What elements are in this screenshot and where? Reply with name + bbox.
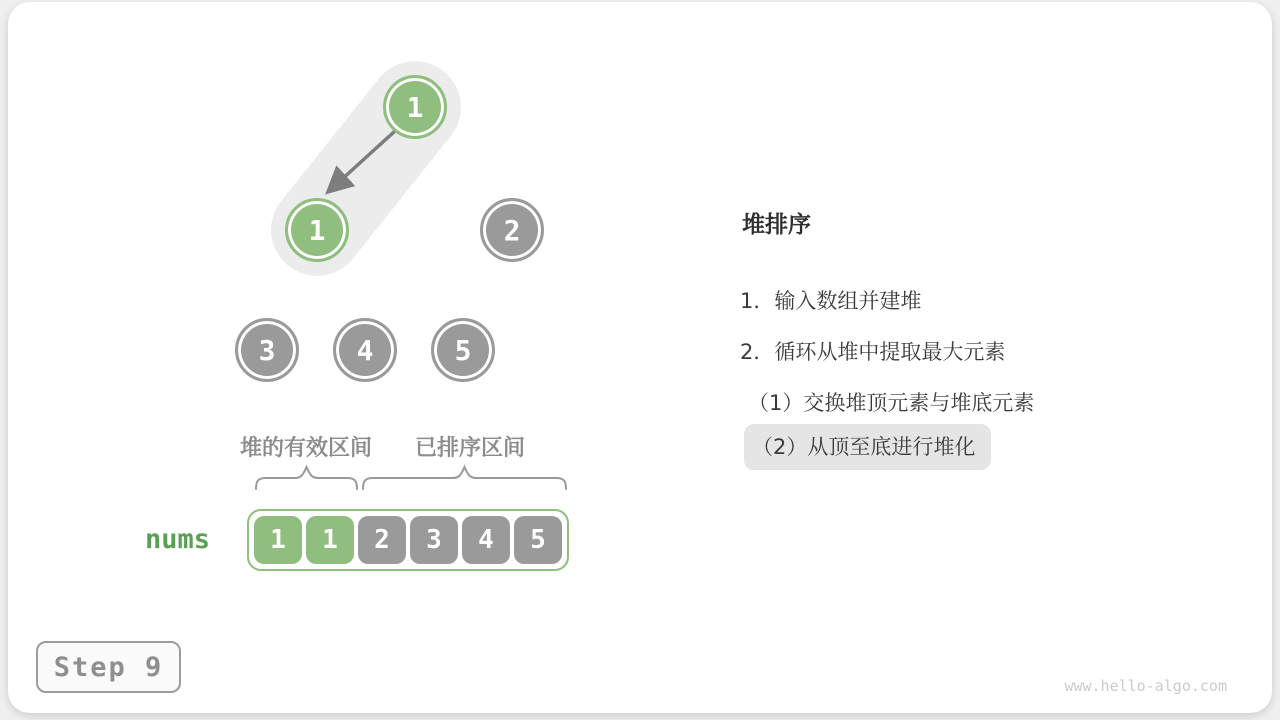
algorithm-step-2-1: （1）交换堆顶元素与堆底元素 xyxy=(748,391,1035,415)
tree-node-2: 2 xyxy=(480,198,544,262)
array-cell-5: 5 xyxy=(514,516,562,564)
tree-node-left-child: 1 xyxy=(285,198,349,262)
array-cell-2: 2 xyxy=(358,516,406,564)
site-watermark: www.hello-algo.com xyxy=(1064,677,1227,695)
swap-arrow xyxy=(329,131,395,191)
array-cell-0: 1 xyxy=(254,516,302,564)
brace-heap-range xyxy=(256,467,357,489)
array-name-label: nums xyxy=(145,524,211,555)
array-cell-4: 4 xyxy=(462,516,510,564)
brace-sorted-range xyxy=(363,467,566,489)
algorithm-step-2-2-highlighted: （2）从顶至底进行堆化 xyxy=(744,424,991,470)
algorithm-step-2: 2．循环从堆中提取最大元素 xyxy=(740,340,1006,364)
heap-range-label: 堆的有效区间 xyxy=(239,436,373,461)
array-cell-3: 3 xyxy=(410,516,458,564)
tree-node-5: 5 xyxy=(431,318,495,382)
tree-node-3: 3 xyxy=(235,318,299,382)
sorted-range-label: 已排序区间 xyxy=(414,436,526,461)
algorithm-title: 堆排序 xyxy=(742,212,811,238)
tree-node-root: 1 xyxy=(383,75,447,139)
tree-node-4: 4 xyxy=(333,318,397,382)
array-cell-1: 1 xyxy=(306,516,354,564)
nums-array xyxy=(247,509,569,571)
algorithm-step-1: 1．输入数组并建堆 xyxy=(740,289,922,313)
step-badge: Step 9 xyxy=(36,641,181,693)
